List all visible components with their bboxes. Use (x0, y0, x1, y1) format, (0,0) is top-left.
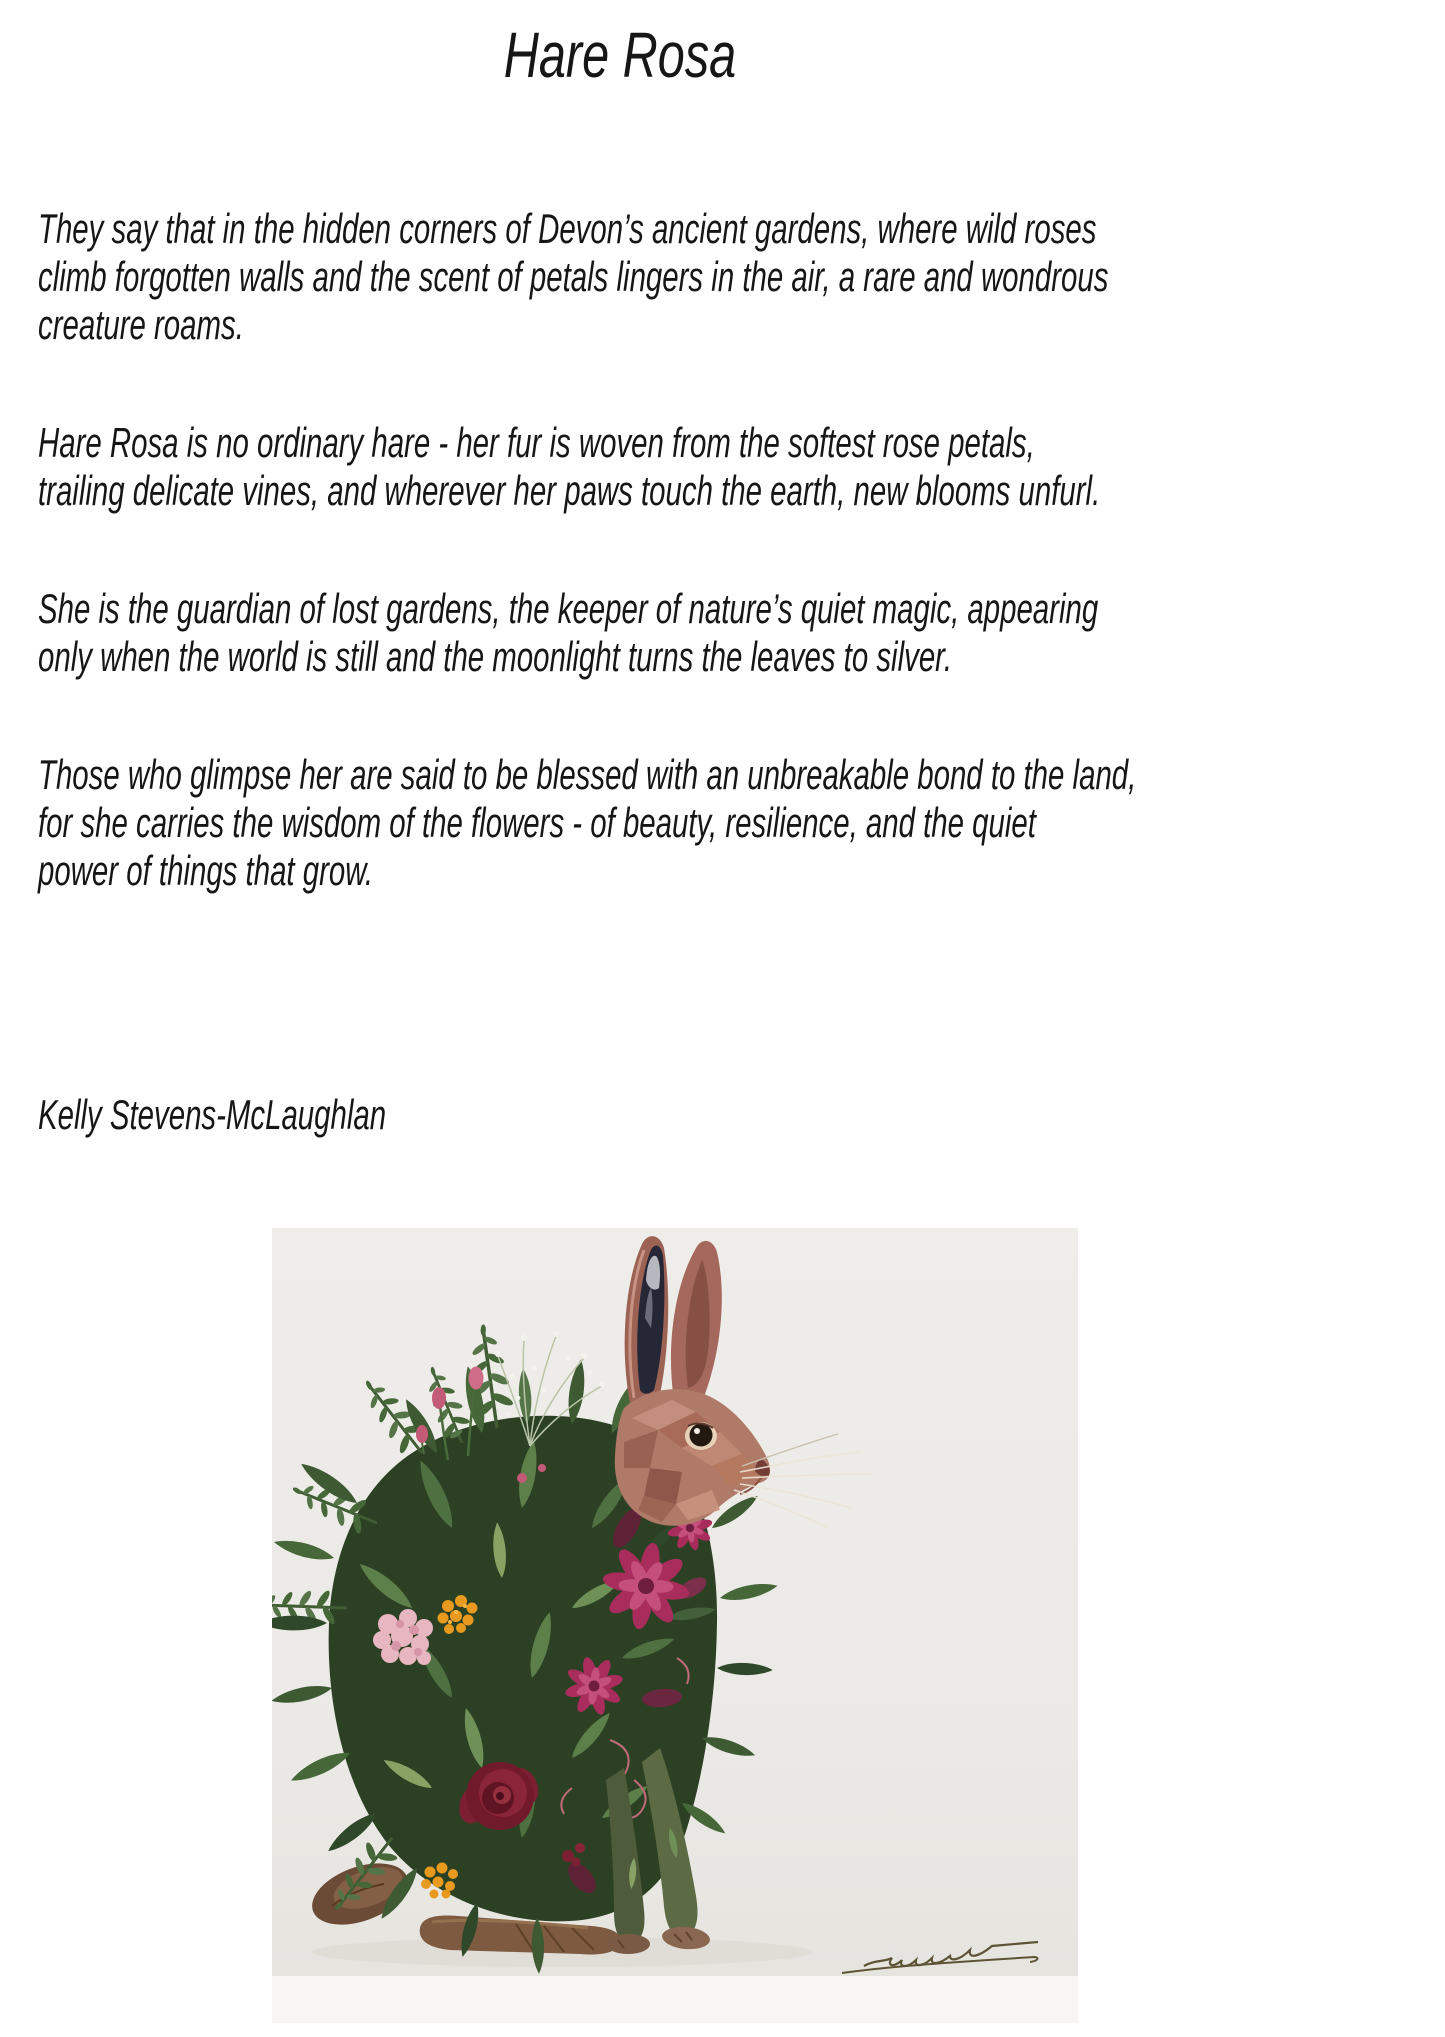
text-line: trailing delicate vines, and wherever her paws touch the earth, new blooms unfurl. (38, 467, 1101, 514)
page-title (0, 0, 1240, 90)
text-line: power of things that grow. (38, 847, 374, 894)
text-line: Hare Rosa is no ordinary hare - her fur is woven from the softest rose petals, (38, 419, 1035, 466)
text-line: only when the world is still and the moonlight turns the leaves to silver. (38, 633, 953, 680)
text-line: climb forgotten walls and the scent of petals lingers in the air, a rare and wondrous (38, 253, 1109, 300)
paragraph-2 (38, 419, 1445, 515)
author-name-text: Kelly Stevens-McLaughlan (38, 1091, 387, 1138)
text-line: They say that in the hidden corners of Devon’s ancient gardens, where wild roses (38, 205, 1097, 252)
page-title-text: Hare Rosa (503, 19, 737, 91)
hare-painting (272, 1228, 1078, 2023)
hare-painting-canvas (272, 1228, 1078, 2023)
text-line: for she carries the wisdom of the flowers - of beauty, resilience, and the quiet (38, 799, 1036, 846)
paragraph-1 (38, 205, 1445, 349)
text-line: creature roams. (38, 301, 244, 348)
paragraph-4 (38, 751, 1445, 895)
text-line: Those who glimpse her are said to be blessed with an unbreakable bond to the land, (38, 751, 1137, 798)
hare-eye (690, 1424, 713, 1447)
eye-highlight (694, 1428, 700, 1434)
text-line: She is the guardian of lost gardens, the keeper of nature’s quiet magic, appearing (38, 585, 1099, 632)
paragraph-3 (38, 585, 1445, 681)
story-text (38, 205, 1445, 895)
author-name (38, 1091, 1445, 1139)
